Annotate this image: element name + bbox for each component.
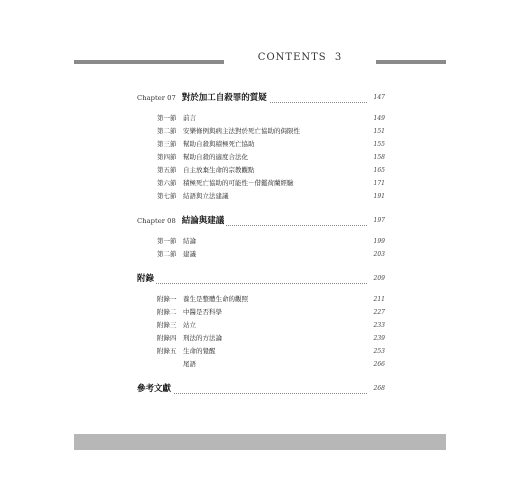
appendix-number: 附錄二 xyxy=(157,308,177,316)
leader-dots xyxy=(137,282,367,284)
section-page: 191 xyxy=(373,193,385,200)
appendix-item-title: 養生是整體生命的觀照 xyxy=(183,295,248,303)
chapter-07-entry[interactable] xyxy=(137,90,385,106)
header-page-number: 3 xyxy=(334,52,343,63)
references-title: 參考文獻 xyxy=(137,381,173,397)
header-title-group xyxy=(226,50,374,66)
appendix-item-page: 239 xyxy=(373,335,385,342)
section-number: 第二節 xyxy=(157,250,177,258)
section-number: 第七節 xyxy=(157,192,177,200)
section-page: 149 xyxy=(373,115,385,122)
table-of-contents xyxy=(137,90,385,397)
section-entry[interactable] xyxy=(137,138,385,151)
section-page: 151 xyxy=(373,128,385,135)
section-page: 199 xyxy=(373,238,385,245)
section-title: 安樂條例與病主法對於死亡協助的侷限性 xyxy=(183,127,300,135)
chapter-08-entry[interactable] xyxy=(137,213,385,229)
appendix-item-title: 刑法的方法論 xyxy=(183,334,222,342)
header-rule-right xyxy=(376,60,446,64)
appendix-item[interactable] xyxy=(137,306,385,319)
section-entry[interactable] xyxy=(137,190,385,203)
section-page: 171 xyxy=(373,180,385,187)
appendix-item[interactable] xyxy=(137,319,385,332)
section-title: 結語與立法建議 xyxy=(183,192,229,200)
appendix-title: 附錄 xyxy=(137,271,156,287)
section-number: 第四節 xyxy=(157,153,177,161)
appendix-number: 附錄五 xyxy=(157,347,177,355)
appendix-item[interactable] xyxy=(137,332,385,345)
section-title: 積極死亡協助的可能性－借鑑荷蘭經驗 xyxy=(183,179,294,187)
appendix-item-title: 中醫是否科學 xyxy=(183,308,222,316)
section-page: 158 xyxy=(373,154,385,161)
appendix-item-title: 生命的覺醒 xyxy=(183,347,216,355)
section-entry[interactable] xyxy=(137,112,385,125)
appendix-number: 附錄四 xyxy=(157,334,177,342)
chapter-label: Chapter 08 xyxy=(137,217,176,225)
header-title: CONTENTS xyxy=(257,52,327,63)
section-number: 第一節 xyxy=(157,237,177,245)
contents-header xyxy=(74,50,446,66)
chapter-page: 147 xyxy=(373,94,385,101)
appendix-item-page: 266 xyxy=(373,361,385,368)
section-title: 幫助自殺與積極死亡協助 xyxy=(183,140,255,148)
section-entry[interactable] xyxy=(137,164,385,177)
section-entry[interactable] xyxy=(137,125,385,138)
appendix-entry[interactable] xyxy=(137,271,385,287)
appendix-number: 附錄三 xyxy=(157,321,177,329)
section-entry[interactable] xyxy=(137,235,385,248)
appendix-item-page: 253 xyxy=(373,348,385,355)
section-number: 第三節 xyxy=(157,140,177,148)
appendix-item-page: 233 xyxy=(373,322,385,329)
appendix-item[interactable] xyxy=(137,358,385,371)
references-entry[interactable] xyxy=(137,381,385,397)
appendix-item-title: 站立 xyxy=(183,321,196,329)
chapter-title: 對於加工自殺罪的質疑 xyxy=(181,93,267,103)
section-page: 203 xyxy=(373,251,385,258)
section-title: 結論 xyxy=(183,237,196,245)
footer-bar xyxy=(74,434,446,450)
appendix-item-title: 尾語 xyxy=(183,360,196,368)
chapter-title: 結論與建議 xyxy=(181,216,225,226)
section-title: 幫助自殺的適度合法化 xyxy=(183,153,248,161)
section-number: 第六節 xyxy=(157,179,177,187)
appendix-item-page: 211 xyxy=(373,296,385,303)
chapter-page: 197 xyxy=(373,217,385,224)
section-entry[interactable] xyxy=(137,177,385,190)
appendix-item[interactable] xyxy=(137,293,385,306)
appendix-page: 209 xyxy=(373,275,385,282)
appendix-item[interactable] xyxy=(137,345,385,358)
references-page: 268 xyxy=(373,385,385,392)
section-title: 自主放棄生命的宗教觀點 xyxy=(183,166,255,174)
section-number: 第五節 xyxy=(157,166,177,174)
appendix-item-page: 227 xyxy=(373,309,385,316)
section-page: 155 xyxy=(373,141,385,148)
chapter-label: Chapter 07 xyxy=(137,94,176,102)
section-title: 建議 xyxy=(183,250,196,258)
section-number: 第一節 xyxy=(157,114,177,122)
section-entry[interactable] xyxy=(137,248,385,261)
section-number: 第二節 xyxy=(157,127,177,135)
header-rule-left xyxy=(74,60,224,64)
appendix-number: 附錄一 xyxy=(157,295,177,303)
section-title: 前言 xyxy=(183,114,196,122)
section-page: 165 xyxy=(373,167,385,174)
section-entry[interactable] xyxy=(137,151,385,164)
